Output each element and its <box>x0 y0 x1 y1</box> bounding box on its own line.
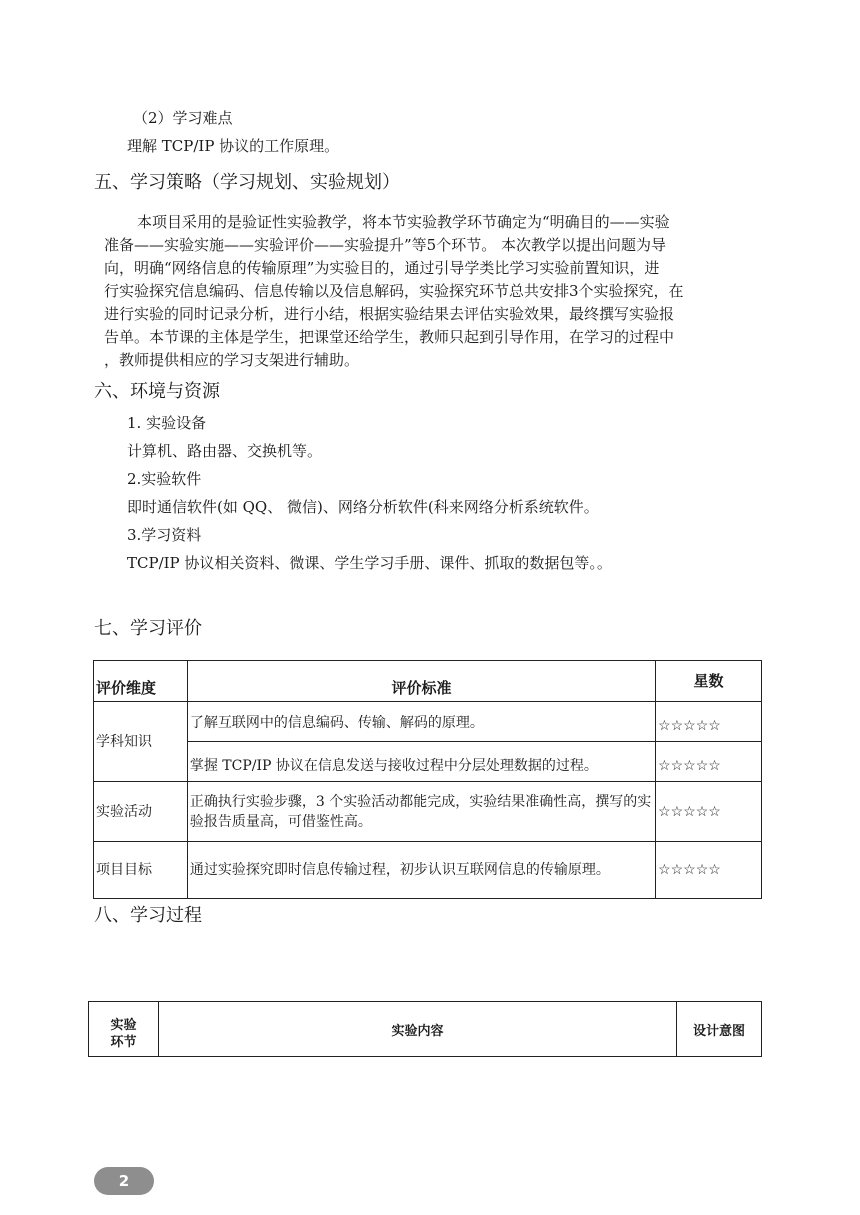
star-rating: ☆☆☆☆☆ <box>656 782 762 842</box>
resource-item: 即时通信软件(如 QQ、 微信)、网络分析软件(科来网络分析系统软件。 <box>127 498 599 516</box>
paragraph-line: 告单。本节课的主体是学生，把课堂还给学生，教师只起到引导作用，在学习的过程中 <box>104 328 675 346</box>
table-header-row <box>94 661 762 702</box>
table-header-row <box>89 1002 762 1057</box>
header-dimension: 评价维度 <box>94 661 188 702</box>
resource-item: 2.实验软件 <box>127 470 202 488</box>
header-stars: 星数 <box>656 661 762 702</box>
paragraph-line: 本项目采用的是验证性实验教学，将本节实验教学环节确定为“明确目的——实验 <box>137 213 670 231</box>
dimension-cell: 学科知识 <box>94 702 188 782</box>
section-heading-strategy: 五、学习策略（学习规划、实验规划） <box>94 172 400 193</box>
table-row <box>94 782 762 842</box>
paragraph-line: 准备——实验实施——实验评价——实验提升”等5个环节。 本次教学以提出问题为导 <box>104 236 666 254</box>
resource-item: TCP/IP 协议相关资料、微课、学生学习手册、课件、抓取的数据包等。。 <box>127 554 612 572</box>
paragraph-line: ，教师提供相应的学习支架进行辅助。 <box>104 351 360 369</box>
dimension-cell: 实验活动 <box>94 782 188 842</box>
paragraph-line: 行实验探究信息编码、信息传输以及信息解码，实验探究环节总共安排3个实验探究，在 <box>104 282 684 300</box>
star-rating: ☆☆☆☆☆ <box>656 742 762 782</box>
resource-item: 3.学习资料 <box>127 526 202 544</box>
paragraph-line: 进行实验的同时记录分析，进行小结，根据实验结果去评估实验效果，最终撰写实验报 <box>104 305 675 323</box>
star-rating: ☆☆☆☆☆ <box>656 702 762 742</box>
paragraph-line: 向，明确“网络信息的传输原理”为实验目的，通过引导学类比学习实验前置知识，进 <box>104 259 660 277</box>
section-heading-process: 八、学习过程 <box>94 905 202 926</box>
difficulty-heading: （2）学习难点 <box>133 109 233 127</box>
criteria-cell: 了解互联网中的信息编码、传输、解码的原理。 <box>187 702 655 742</box>
criteria-cell: 通过实验探究即时信息传输过程，初步认识互联网信息的传输原理。 <box>187 842 655 899</box>
dimension-cell: 项目目标 <box>94 842 188 899</box>
header-criteria: 评价标准 <box>187 661 655 702</box>
evaluation-table <box>93 660 762 899</box>
process-table <box>88 1001 762 1057</box>
resource-item: 1. 实验设备 <box>127 414 207 432</box>
section-heading-environment: 六、环境与资源 <box>94 381 220 402</box>
criteria-cell: 掌握 TCP/IP 协议在信息发送与接收过程中分层处理数据的过程。 <box>187 742 655 782</box>
criteria-cell: 正确执行实验步骤，3 个实验活动都能完成，实验结果准确性高，撰写的实 验报告质量高，可借鉴性高。 <box>187 782 655 842</box>
difficulty-text: 理解 TCP/IP 协议的工作原理。 <box>127 137 340 155</box>
header-stage: 实验环节 <box>89 1002 159 1057</box>
section-heading-evaluation: 七、学习评价 <box>94 618 202 639</box>
table-row <box>94 842 762 899</box>
star-rating: ☆☆☆☆☆ <box>656 842 762 899</box>
strategy-paragraph <box>104 211 684 372</box>
header-content: 实验内容 <box>158 1002 676 1057</box>
header-intent: 设计意图 <box>677 1002 762 1057</box>
resource-item: 计算机、路由器、交换机等。 <box>127 442 323 460</box>
table-row <box>94 742 762 782</box>
table-row <box>94 702 762 742</box>
page-number-badge: 2 <box>94 1167 154 1195</box>
